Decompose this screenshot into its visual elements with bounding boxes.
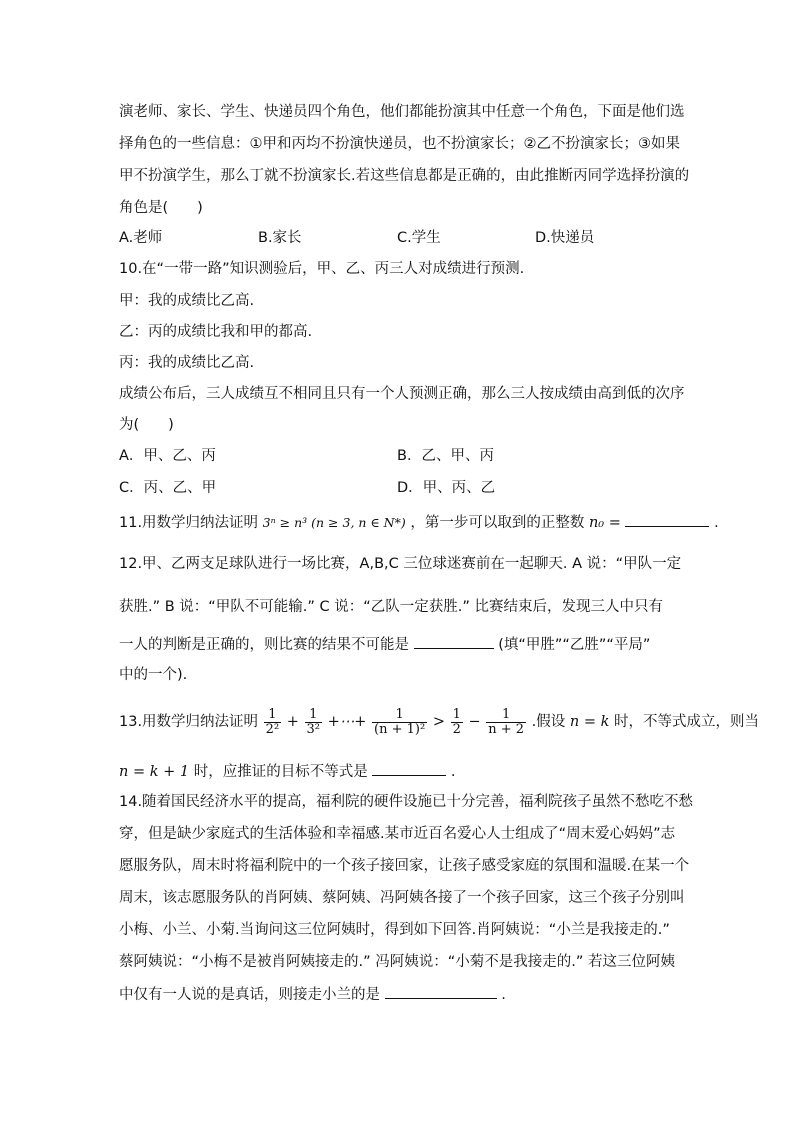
q12-answer-blank[interactable]	[414, 634, 494, 649]
q13-fraction-1-denominator: 2²	[265, 721, 280, 737]
q10-line-2: 成绩公布后，三人成绩互不相同且只有一个人预测正确，那么三人按成绩由高到低的次序	[119, 386, 685, 402]
q9-line-3: 甲不扮演学生，那么丁就不扮演家长.若这些信息都是正确的，由此推断丙同学选择扮演的	[119, 168, 690, 184]
q13-line-2	[119, 761, 456, 781]
q13-fraction-2-denominator: 3²	[306, 721, 321, 737]
q10-statement-jia: 甲：我的成绩比乙高.	[119, 293, 255, 309]
q10-option-a: A．甲、乙、丙	[119, 448, 216, 464]
q14-line-2: 穿，但是缺少家庭式的生活体验和幸福感.某市近百名爱心人士组成了“周末爱心妈妈”志	[119, 826, 676, 842]
q10-option-d: D．甲、丙、乙	[397, 480, 496, 496]
q12-line-3-a: 一人的判断是正确的，则比赛的结果不可能是	[119, 637, 409, 653]
q11-end: .	[714, 515, 719, 531]
q13-suffix-b: 时，不等式成立，则当	[613, 714, 759, 730]
q14-line-3: 愿服务队，周末时将福利院中的一个孩子接回家，让孩子感受家庭的氛围和温暖.在某一个	[119, 858, 690, 874]
q9-option-c: C.学生	[397, 230, 441, 246]
q14-end: .	[501, 987, 506, 1003]
q13-fraction-3-denominator: (n + 1)²	[374, 721, 426, 737]
q14-line-5: 小梅、小兰、小菊.当询问这三位阿姨时，得到如下回答.肖阿姨说：“小兰是我接走的.”	[119, 922, 670, 938]
q9-option-a: A.老师	[119, 230, 163, 246]
q13-fraction-5	[486, 708, 526, 737]
q13-line-2-text: 时，应推证的目标不等式是	[193, 764, 368, 780]
q14-line-7	[119, 984, 506, 1004]
q13-prefix: 13.用数学归纳法证明	[119, 714, 259, 730]
q12-line-3-b: (填“甲胜”“乙胜”“平局”	[498, 637, 651, 653]
q13-end: .	[450, 764, 456, 780]
q13-answer-blank[interactable]	[372, 761, 446, 776]
q11-var: n₀ =	[588, 515, 621, 531]
q10-stem: 10.在“一带一路”知识测验后，甲、乙、丙三人对成绩进行预测.	[119, 261, 525, 277]
q9-option-b: B.家长	[258, 230, 302, 246]
q14-answer-blank[interactable]	[385, 984, 497, 999]
q12-line-3	[119, 634, 650, 654]
q12-line-2: 获胜.” B 说：“甲队不可能输.” C 说：“乙队一定获胜.” 比赛结束后，发现三人中只有	[119, 599, 664, 615]
q13-fraction-2-numerator: 1	[305, 708, 322, 723]
q13-ellipsis: +⋯+	[327, 714, 367, 730]
q13-next-step: n = k + 1	[119, 764, 190, 780]
q13-line-1	[119, 702, 759, 742]
q14-line-6: 蔡阿姨说：“小梅不是被肖阿姨接走的.” 冯阿姨说：“小菊不是我接走的.” 若这三位阿姨	[119, 954, 675, 970]
q11-answer-blank[interactable]	[625, 512, 709, 527]
q9-line-2: 择角色的一些信息：①甲和丙均不扮演快递员，也不扮演家长；②乙不扮演家长；③如果	[119, 136, 680, 152]
q9-option-d: D.快递员	[535, 230, 595, 246]
q13-fraction-4-numerator: 1	[452, 706, 461, 722]
q10-option-b: B．乙、甲、丙	[397, 448, 494, 464]
q11-line	[119, 512, 719, 532]
q11-formula: 3ⁿ ≥ n³ (n ≥ 3, n ∈ N*)	[262, 515, 406, 530]
q10-line-3: 为( )	[119, 417, 174, 433]
q13-fraction-5-denominator: n + 2	[488, 721, 525, 737]
q13-fraction-4	[451, 708, 463, 737]
q13-fraction-3-numerator: 1	[372, 708, 427, 723]
q13-fraction-1-numerator: 1	[264, 708, 281, 723]
q13-assumption: n = k	[569, 714, 610, 730]
q13-minus: −	[468, 714, 481, 730]
q9-line-4: 角色是( )	[119, 200, 203, 216]
q13-fraction-2	[305, 708, 322, 737]
q12-line-1: 12.甲、乙两支足球队进行一场比赛，A,B,C 三位球迷赛前在一起聊天. A 说：“甲队一定	[119, 556, 682, 572]
q14-line-4: 周末，该志愿服务队的肖阿姨、蔡阿姨、冯阿姨各接了一个孩子回家，这三个孩子分别叫	[119, 890, 685, 906]
q13-fraction-5-numerator: 1	[486, 708, 526, 723]
q11-middle: ，第一步可以取到的正整数	[410, 515, 585, 531]
q10-statement-bing: 丙：我的成绩比乙高.	[119, 355, 255, 371]
q11-prefix: 11.用数学归纳法证明	[119, 515, 259, 531]
q10-statement-yi: 乙：丙的成绩比我和甲的都高.	[119, 324, 313, 340]
q13-fraction-3	[372, 708, 427, 737]
q13-fraction-1	[264, 708, 281, 737]
q14-line-1: 14.随着国民经济水平的提高，福利院的硬件设施已十分完善，福利院孩子虽然不愁吃不愁	[119, 794, 694, 810]
q9-line-1: 演老师、家长、学生、快递员四个角色，他们都能扮演其中任意一个角色，下面是他们选	[119, 104, 685, 120]
q10-option-c: C．丙、乙、甲	[119, 480, 217, 496]
q13-greater-than: >	[432, 714, 445, 730]
q12-line-4: 中的一个).	[119, 667, 188, 683]
q13-fraction-4-denominator: 2	[452, 721, 461, 737]
q13-plus: +	[286, 714, 299, 730]
q13-suffix-a: .假设	[531, 714, 566, 730]
q14-last-text: 中仅有一人说的是真话，则接走小兰的是	[119, 987, 380, 1003]
